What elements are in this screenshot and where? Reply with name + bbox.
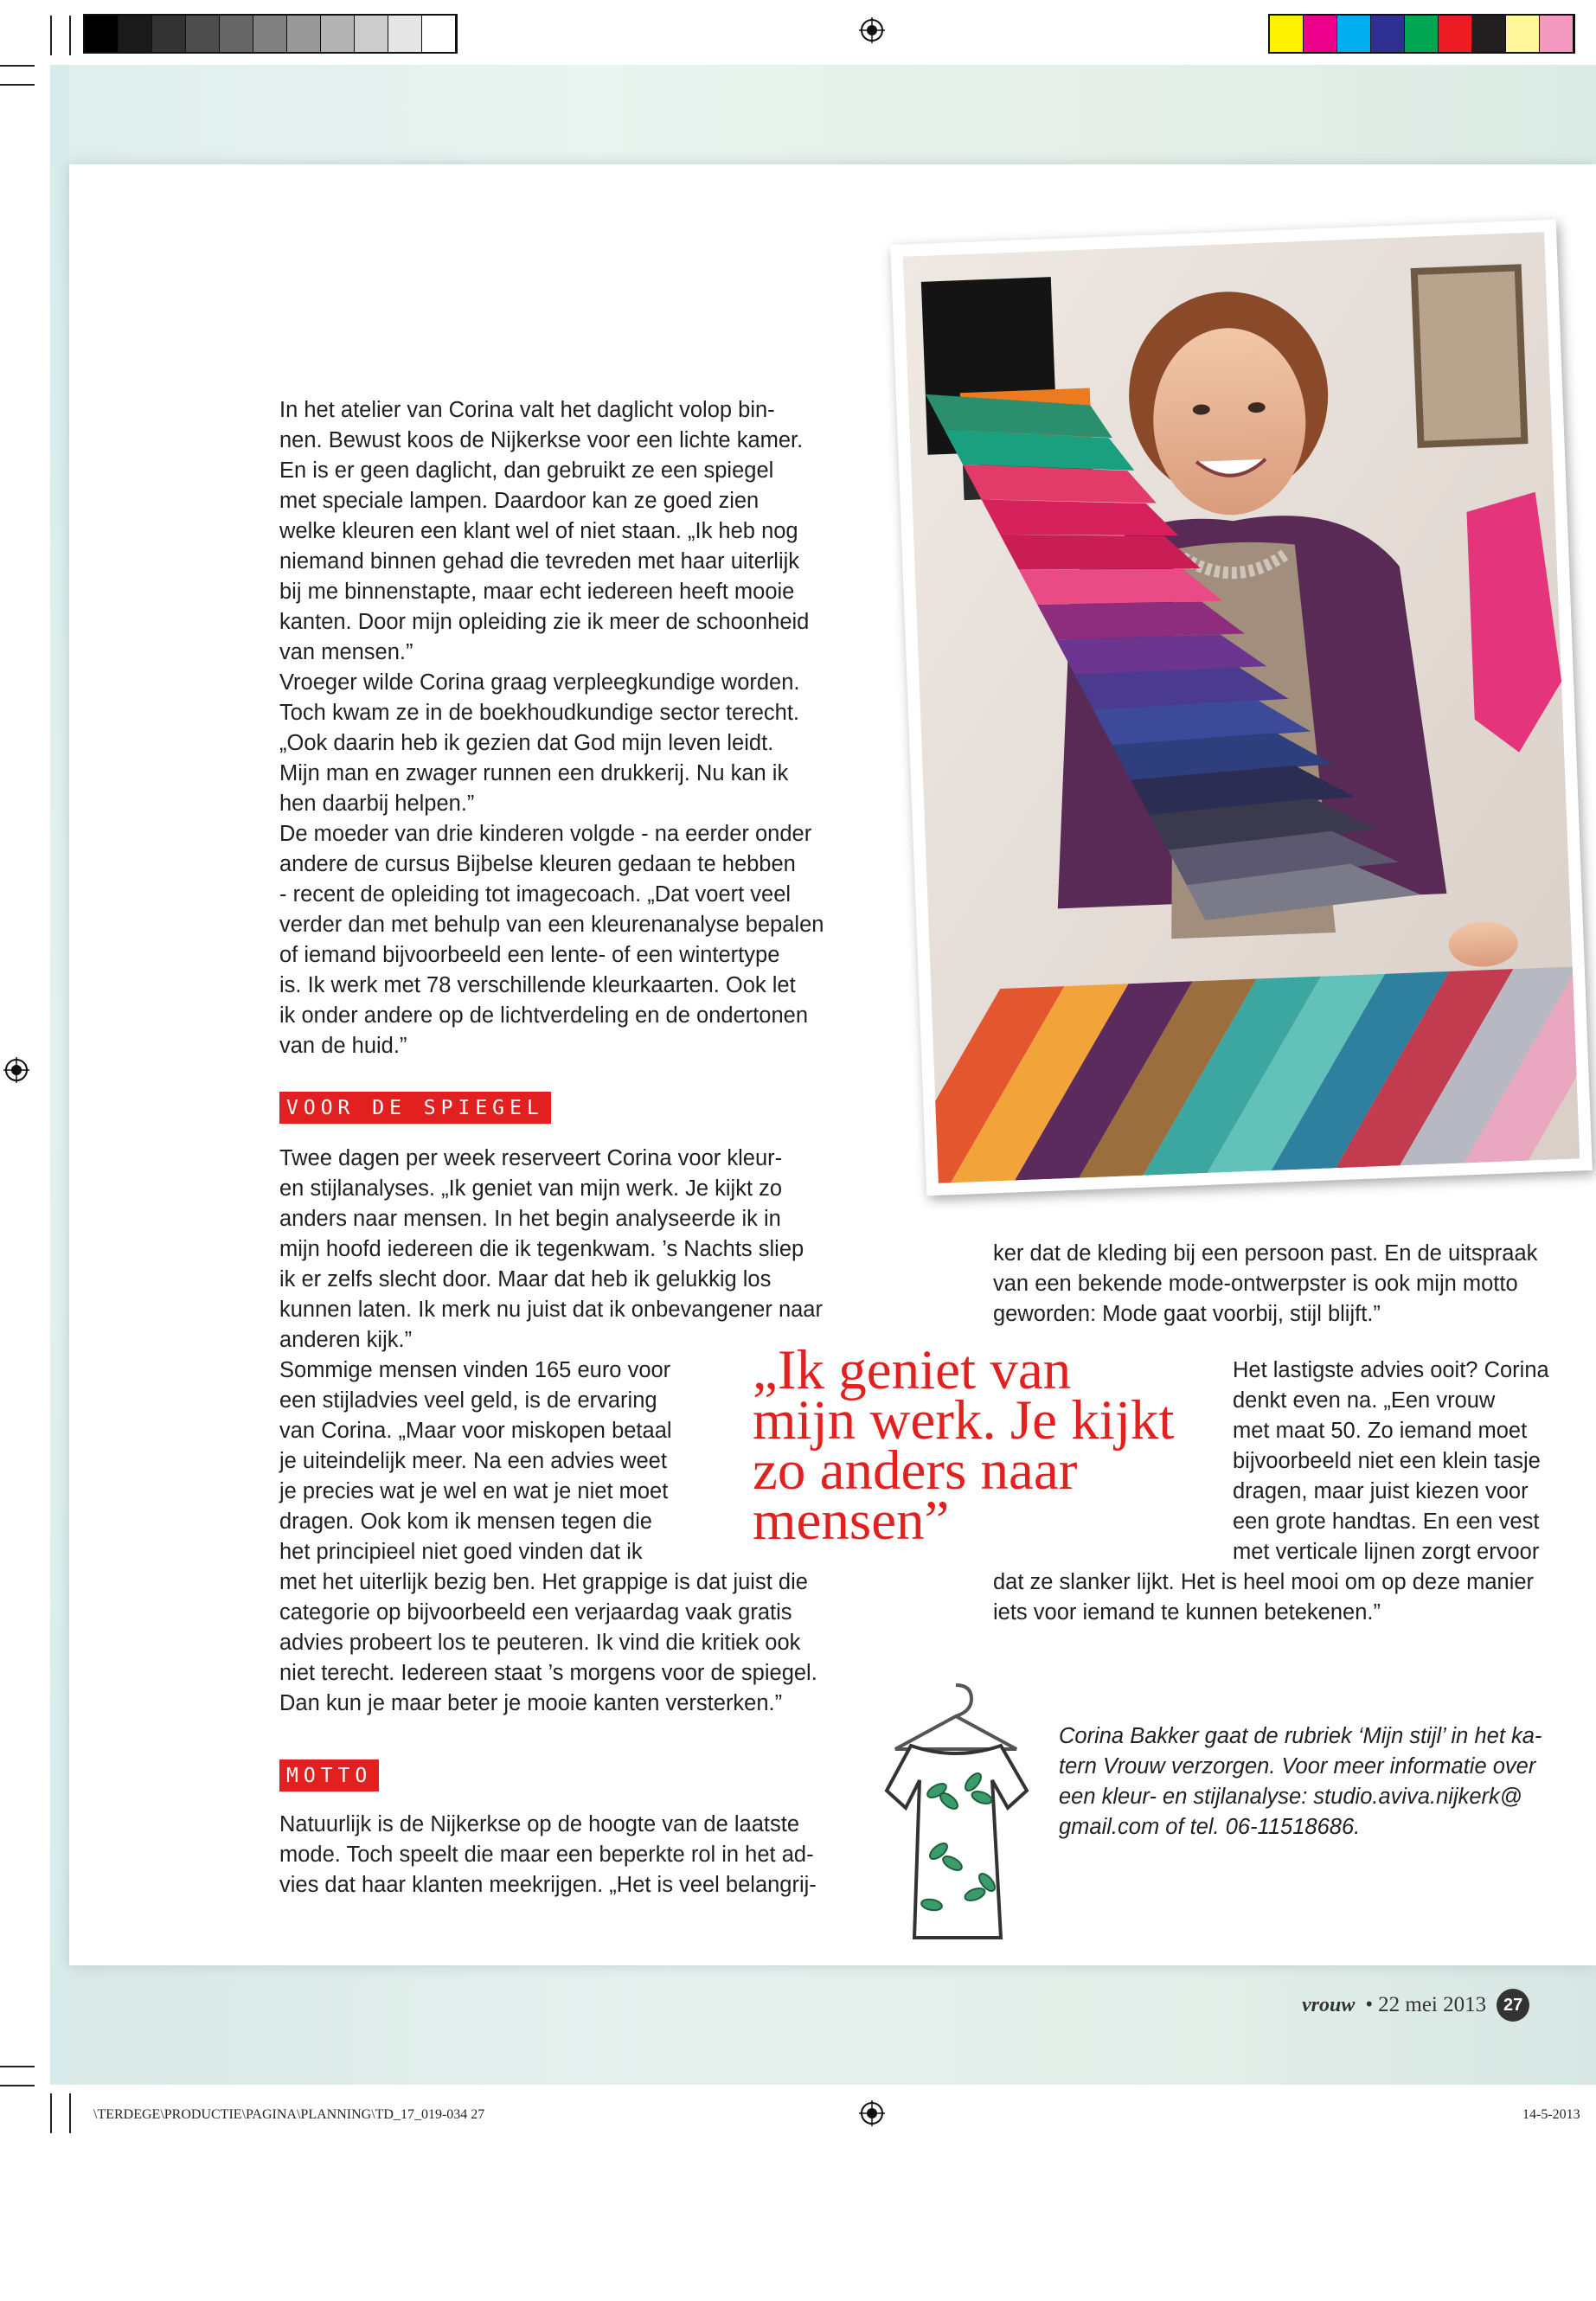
body-text-line: met het uiterlijk bezig ben. Het grappige is dat juist die [279, 1570, 808, 1594]
body-text-line: En is er geen daglicht, dan gebruikt ze een spiegel [279, 458, 774, 483]
body-text-line: ker dat de kleding bij een persoon past. En de uitspraak [993, 1241, 1538, 1266]
body-text-line: mijn hoofd iedereen die ik tegenkwam. ’s Nachts sliep [279, 1237, 804, 1261]
body-text-line: dat ze slanker lijkt. Het is heel mooi om op deze manier [993, 1570, 1535, 1594]
body-text-line: Dan kun je maar beter je mooie kanten versterken.” [279, 1691, 783, 1715]
body-text-line: advies probeert los te peuteren. Ik vind die kritiek ook [279, 1631, 801, 1655]
body-text-line: een stijladvies veel geld, is de ervaring [279, 1388, 657, 1413]
body-text-line: en stijlanalyses. „Ik geniet van mijn werk. Je kijkt zo [279, 1176, 783, 1201]
body-text-line: van een bekende mode-ontwerpster is ook mijn motto [993, 1272, 1518, 1296]
crop-mark [50, 2093, 52, 2133]
magazine-brand: vrouw [1302, 1993, 1356, 2016]
folio-bullet: • [1365, 1993, 1374, 2016]
body-text-line: met maat 50. Zo iemand moet [1233, 1419, 1528, 1443]
body-text-line: Toch kwam ze in de boekhoudkundige sector terecht. [279, 701, 800, 725]
crop-mark [0, 2085, 35, 2086]
body-text-line: geworden: Mode gaat voorbij, stijl blijft.” [993, 1302, 1381, 1326]
article-column-1-motto [279, 1810, 817, 1900]
pull-quote-line: zo anders naar [753, 1439, 1078, 1502]
slug-date: 14-5-2013 [1522, 2107, 1580, 2122]
body-text-line: Twee dagen per week reserveert Corina voor kleur- [279, 1146, 783, 1170]
page-folio [1302, 1988, 1529, 2022]
color-swatch [1270, 16, 1304, 52]
grey-swatch [152, 16, 186, 52]
grey-swatch [287, 16, 321, 52]
body-text-line: kunnen laten. Ik merk nu juist dat ik onbevangener naar [279, 1298, 823, 1322]
credit-line: een kleur- en stijlanalyse: studio.aviva.nijkerk@ [1059, 1785, 1522, 1809]
subhead-voor-de-spiegel: VOOR DE SPIEGEL [279, 1092, 551, 1124]
body-text-line: mode. Toch speelt die maar een beperkte rol in het ad- [279, 1843, 814, 1867]
registration-mark-icon [859, 17, 885, 43]
body-text-line: dragen, maar juist kiezen voor [1233, 1479, 1529, 1503]
pull-quote-line: mensen” [753, 1490, 950, 1552]
body-text-line: met speciale lampen. Daardoor kan ze goed zien [279, 489, 760, 513]
crop-mark [0, 65, 35, 67]
body-text-line: bijvoorbeeld niet een klein tasje [1233, 1449, 1541, 1473]
crop-mark [69, 2093, 71, 2133]
body-text-line: categorie op bijvoorbeeld een verjaardag vaak gratis [279, 1600, 792, 1625]
color-swatch [1405, 16, 1439, 52]
crop-mark [69, 16, 71, 55]
body-text-line: - recent de opleiding tot imagecoach. „Dat voert veel [279, 882, 792, 907]
grey-swatch [119, 16, 152, 52]
crop-mark [50, 16, 52, 55]
body-text-line: Mijn man en zwager runnen een drukkerij. Nu kan ik [279, 761, 789, 785]
background-texture-top [50, 65, 1596, 164]
body-text-line: vies dat haar klanten meekrijgen. „Het is veel belangrij- [279, 1873, 817, 1897]
body-text-line: anders naar mensen. In het begin analyseerde ik in [279, 1207, 781, 1231]
color-swatch [1506, 16, 1540, 52]
body-text-line: In het atelier van Corina valt het daglicht volop bin- [279, 398, 775, 422]
body-text-line: Sommige mensen vinden 165 euro voor [279, 1358, 671, 1382]
pull-quote-line: „Ik geniet van [753, 1339, 1072, 1401]
photo-image [903, 232, 1580, 1183]
body-text-line: andere de cursus Bijbelse kleuren gedaan te hebben [279, 852, 796, 876]
grey-calibration-bar [83, 14, 458, 54]
body-text-line: ik onder andere op de lichtverdeling en de ondertonen [279, 1003, 809, 1028]
color-swatch [1371, 16, 1405, 52]
registration-mark-icon [3, 1057, 29, 1083]
grey-swatch [321, 16, 355, 52]
article-column-2-top [993, 1239, 1537, 1330]
photo-table-fabric [903, 964, 1580, 1183]
body-text-line: hen daarbij helpen.” [279, 792, 475, 816]
body-text-line: of iemand bijvoorbeeld een lente- of een wintertype [279, 943, 780, 967]
body-text-line: niemand binnen gehad die tevreden met haar uiterlijk [279, 549, 800, 574]
grey-swatch [220, 16, 253, 52]
color-swatch [1472, 16, 1506, 52]
body-text-line: een grote handtas. En een vest [1233, 1509, 1540, 1534]
body-text-line: welke kleuren een klant wel of niet staan. „Ik heb nog [279, 519, 798, 543]
grey-swatch [422, 16, 456, 52]
body-text-line: nen. Bewust koos de Nijkerkse voor een lichte kamer. [279, 428, 804, 452]
body-text-line: van mensen.” [279, 640, 413, 664]
article-column-2-bottom [993, 1567, 1534, 1628]
body-text-line: is. Ik werk met 78 verschillende kleurkaarten. Ook let [279, 973, 796, 997]
credit-line: gmail.com of tel. 06-11518686. [1059, 1815, 1361, 1839]
color-calibration-bar [1268, 14, 1575, 54]
grey-swatch [253, 16, 287, 52]
body-text-line: denkt even na. „Een vrouw [1233, 1388, 1496, 1413]
article-column-1-after-quote [279, 1567, 817, 1719]
grey-swatch [186, 16, 220, 52]
article-column-1-narrow [279, 1356, 672, 1567]
author-credit [1059, 1721, 1578, 1843]
issue-date: 22 mei 2013 [1378, 1993, 1487, 2016]
article-column-1-intro [279, 395, 824, 1061]
photo-mirror [1414, 267, 1525, 444]
body-text-line: iets voor iemand te kunnen betekenen.” [993, 1600, 1381, 1625]
subhead-motto: MOTTO [279, 1759, 379, 1791]
body-text-line: „Ook daarin heb ik gezien dat God mijn leven leidt. [279, 731, 774, 755]
crop-mark [0, 2066, 35, 2067]
grey-swatch [85, 16, 119, 52]
body-text-line: je precies wat je wel en wat je niet moet [279, 1479, 669, 1503]
article-column-2-narrow [1233, 1356, 1549, 1567]
credit-line: tern Vrouw verzorgen. Voor meer informatie over [1059, 1754, 1536, 1779]
dress-hanger-icon [869, 1678, 1042, 1955]
color-swatch [1540, 16, 1574, 52]
grey-swatch [355, 16, 388, 52]
slug-file-path: \TERDEGE\PRODUCTIE\PAGINA\PLANNING\TD_17_019-034 27 [93, 2107, 485, 2122]
body-text-line: dragen. Ook kom ik mensen tegen die [279, 1509, 652, 1534]
background-texture-bottom [50, 1965, 1596, 2085]
pull-quote-line: mijn werk. Je kijkt [753, 1389, 1175, 1452]
background-texture-left [50, 65, 69, 2085]
color-swatch [1304, 16, 1337, 52]
body-text-line: ik er zelfs slecht door. Maar dat heb ik gelukkig los [279, 1267, 772, 1292]
page-number: 27 [1497, 1989, 1529, 2022]
body-text-line: De moeder van drie kinderen volgde - na eerder onder [279, 822, 812, 846]
body-text-line: bij me binnenstapte, maar echt iedereen heeft mooie [279, 580, 795, 604]
body-text-line: kanten. Door mijn opleiding zie ik meer de schoonheid [279, 610, 810, 634]
color-swatch [1439, 16, 1472, 52]
body-text-line: niet terecht. Iedereen staat ’s morgens voor de spiegel. [279, 1661, 817, 1685]
article-column-1-spiegel [279, 1144, 823, 1356]
credit-line: Corina Bakker gaat de rubriek ‘Mijn stijl’ in het ka- [1059, 1724, 1542, 1748]
body-text-line: met verticale lijnen zorgt ervoor [1233, 1540, 1540, 1564]
body-text-line: Het lastigste advies ooit? Corina [1233, 1358, 1549, 1382]
body-text-line: anderen kijk.” [279, 1328, 413, 1352]
body-text-line: het principieel niet goed vinden dat ik [279, 1540, 643, 1564]
body-text-line: Vroeger wilde Corina graag verpleegkundige worden. [279, 670, 800, 695]
body-text-line: Natuurlijk is de Nijkerkse op de hoogte van de laatste [279, 1812, 800, 1836]
grey-swatch [388, 16, 422, 52]
pull-quote [753, 1339, 1220, 1552]
body-text-line: van de huid.” [279, 1034, 407, 1058]
body-text-line: je uiteindelijk meer. Na een advies weet [279, 1449, 667, 1473]
body-text-line: verder dan met behulp van een kleurenanalyse bepalen [279, 913, 824, 937]
article-photo [890, 220, 1593, 1196]
color-swatch [1337, 16, 1371, 52]
crop-mark [0, 84, 35, 86]
body-text-line: van Corina. „Maar voor miskopen betaal [279, 1419, 672, 1443]
registration-mark-icon [859, 2100, 885, 2126]
